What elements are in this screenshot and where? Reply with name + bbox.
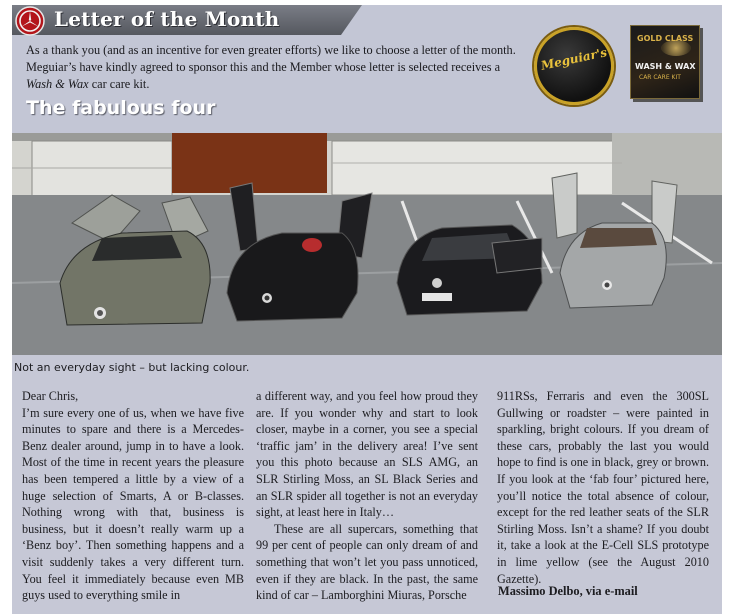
page-title: Letter of the Month: [54, 7, 280, 31]
wash-wax-kit-image: GOLD CLASS WASH & WAX CAR CARE KIT: [630, 25, 700, 99]
letter-column-1: [22, 388, 244, 604]
cars-illustration: [12, 133, 722, 355]
right-margin: [722, 0, 736, 614]
letter-column-3: [497, 388, 709, 587]
article-subtitle: The fabulous four: [26, 97, 216, 119]
four-cars-photo: [12, 133, 722, 355]
letter-paragraph: a different way, and you feel how proud they are. If you wonder why and start to look closer, maybe in a corner, you see a special ‘traffic jam’ in the delivery area! I’ve sent you this photo because an SLS AMG, an SLR Stirling Moss, an SL Black Series and an SLR spider all together is not an everyday sight, at least here in Italy…: [256, 389, 478, 520]
letter-signature: Massimo Delbo, via e-mail: [498, 584, 638, 598]
letter-header: [12, 5, 722, 133]
mercedes-star-icon: [15, 6, 45, 36]
letter-paragraph: I’m sure every one of us, when we have five minutes to spare and there is a Mercedes-Benz dealer around, jump in to have a look. Most of the time in recent years the pleasure has been tempered a little by a view of a huge selection of Smarts, A or B-classes. Nothing wrong with that, business is business, but it doesn’t really warm up a ‘Benz boy’. Then something happens and a visit suddenly takes a very different turn. You feel it immediately because even MB guys used to everything smile in: [22, 405, 244, 603]
left-margin: [0, 0, 12, 614]
car-sl-black-series: [397, 225, 542, 315]
intro-text: As a thank you (and as an incentive for even greater efforts) we like to choose a letter of the month. Meguiar’s have kindly agreed to sponsor this and the Member whose letter is selected receives a Wash & Wax car care kit.: [26, 43, 516, 91]
letter-greeting: Dear Chris,: [22, 389, 79, 403]
photo-caption: Not an everyday sight – but lacking colour.: [14, 361, 250, 374]
letter-paragraph: These are all supercars, something that 99 per cent of people can only dream of and something that won’t let you pass unnoticed, even if they are black. In the past, the same kind of car – Lamborghini Miuras, Porsche: [256, 521, 478, 603]
letter-paragraph: 911RSs, Ferraris and even the 300SL Gullwing or roadster – were painted in sparkling, bright colours. If you dream of these cars, probably the last you would hope to find is one in black, grey or brown. If you look at the ‘fab four’ pictured here, you’ll notice the total absence of colour, except for the red leather seats of the SLR Stirling Moss. Isn’t a shame? If you doubt it, take a look at the E-Cell SLS prototype in lime yellow (see the August 2010 Gazette).: [497, 389, 709, 586]
meguiars-logo: Meguiar's: [534, 27, 614, 105]
letter-column-2: [256, 388, 478, 604]
